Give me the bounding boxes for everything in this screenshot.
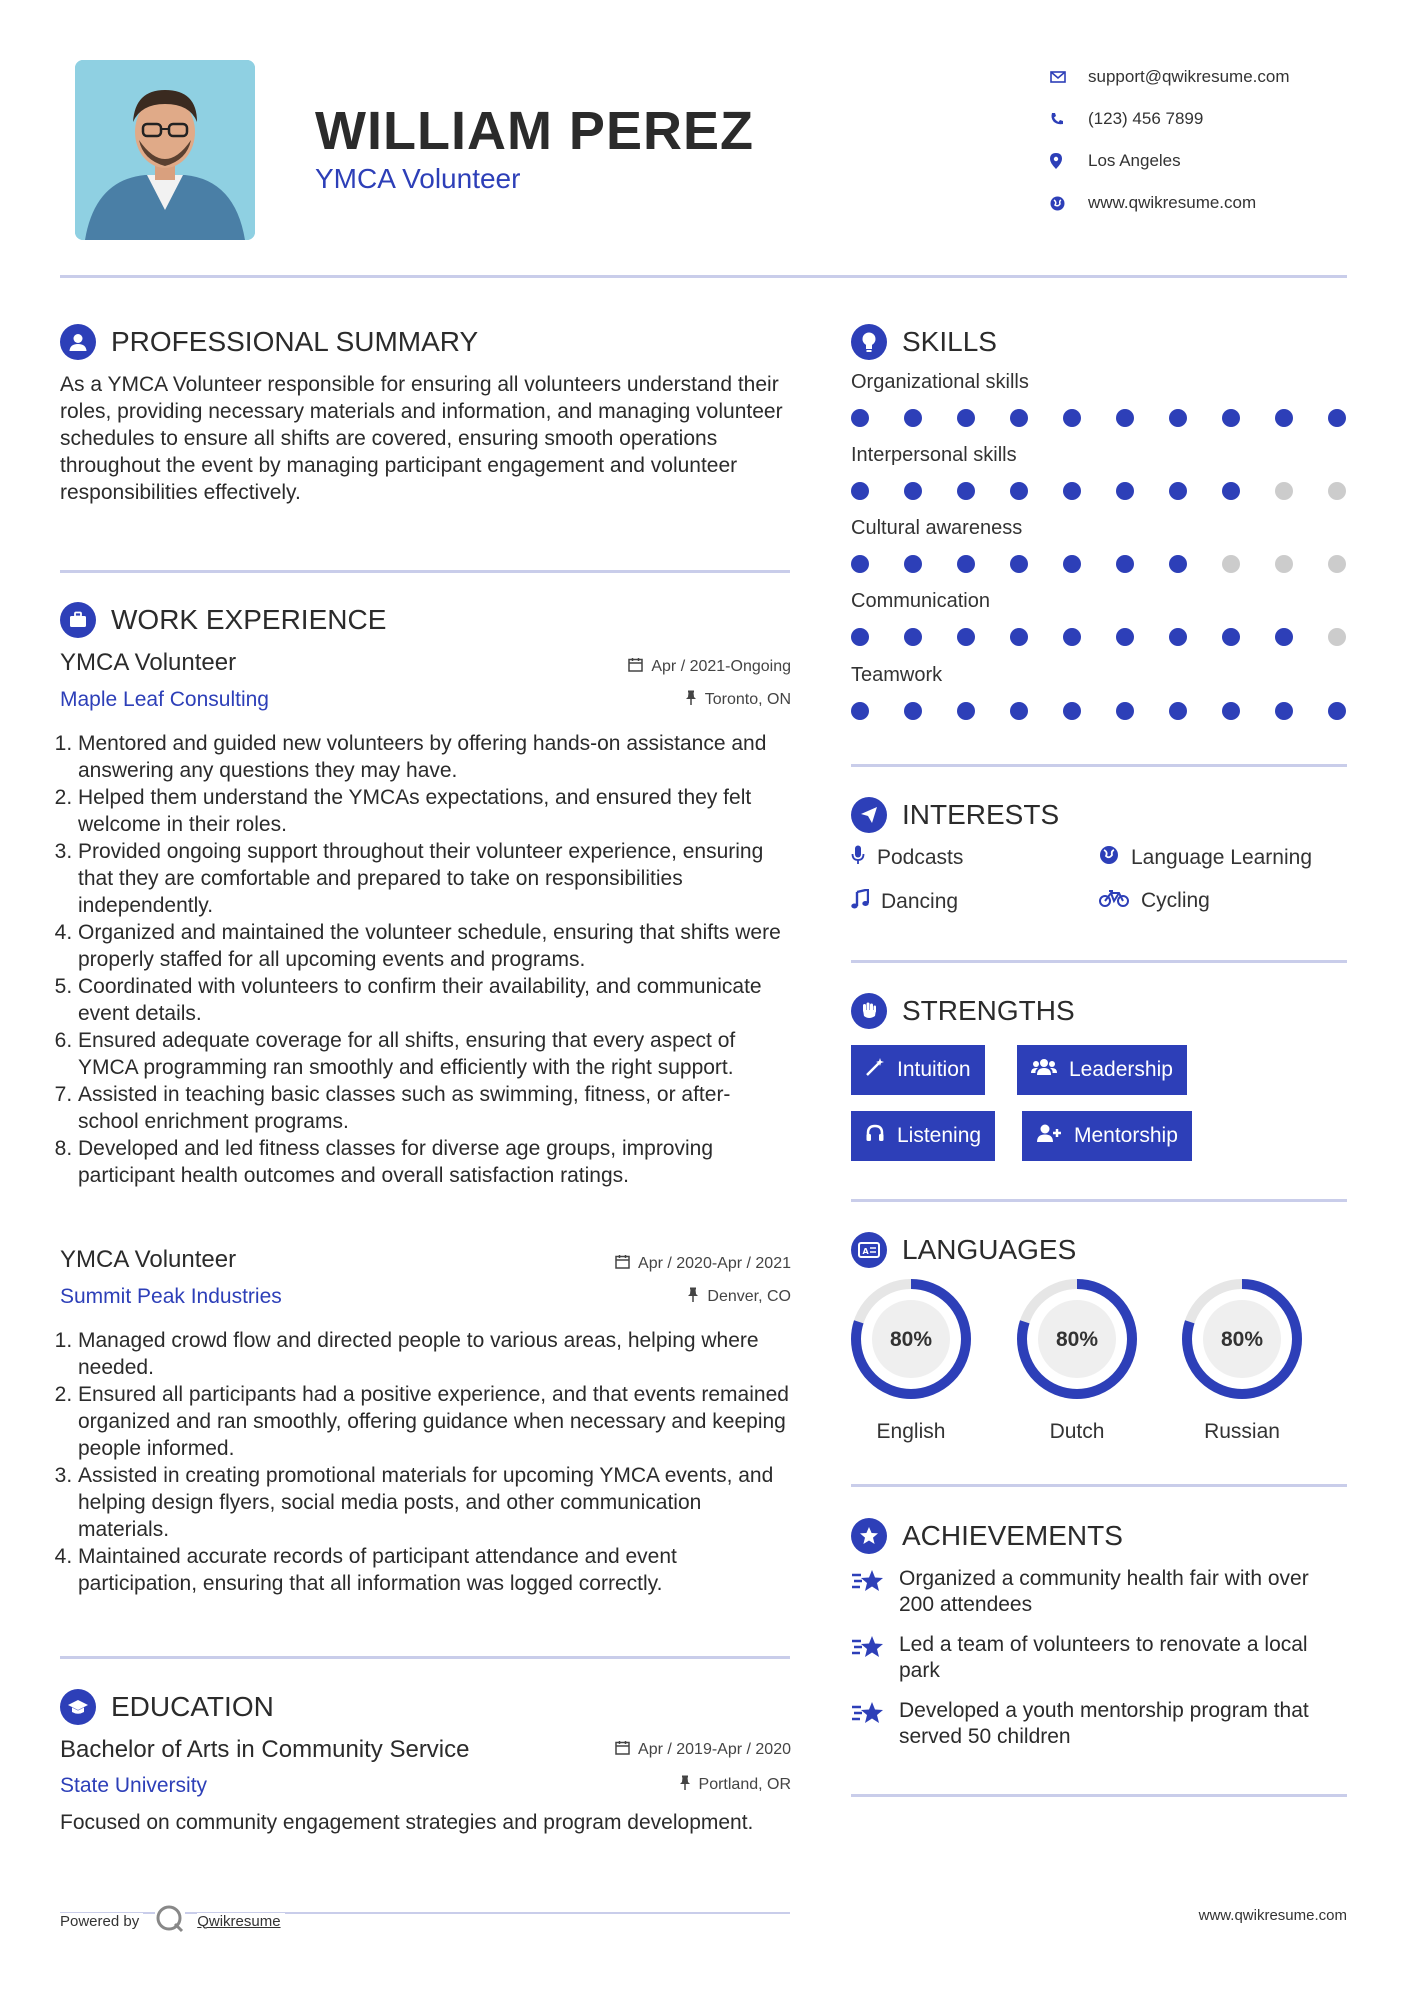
graduation-cap-icon <box>60 1689 96 1725</box>
skill-dot-filled <box>957 628 975 646</box>
achievement-item <box>851 1566 1331 1618</box>
work-divider <box>60 1656 790 1659</box>
user-icon <box>60 324 96 360</box>
job-2-company: Summit Peak Industries <box>60 1285 282 1308</box>
list-item: 1. Managed crowd flow and directed people to various areas, helping where needed. <box>78 1327 790 1381</box>
summary-text: As a YMCA Volunteer responsible for ensuring all volunteers understand their roles, providing necessary materials and information, and managing volunteer schedules to ensure all shifts are covered, ensuring smooth operations throughout the event by managing participant engagement and volunteer responsibilities effectively. <box>60 373 783 504</box>
skill-dot-filled <box>1010 628 1028 646</box>
list-item: 4. Maintained accurate records of participant attendance and event participation, ensuring that all information was logged correctly. <box>78 1543 790 1597</box>
skill-dot-filled <box>851 555 869 573</box>
calendar-icon <box>628 657 643 677</box>
skill-dot-filled <box>1328 409 1346 427</box>
languages-heading-text: LANGUAGES <box>902 1234 1077 1265</box>
interest-label: Cycling <box>1141 889 1210 912</box>
skill-dot-filled <box>1063 482 1081 500</box>
language-progress-ring <box>1015 1277 1139 1401</box>
candidate-role: YMCA Volunteer <box>315 163 521 194</box>
skills-divider <box>851 764 1347 767</box>
skill-dot-empty <box>1275 555 1293 573</box>
qwikresume-logo-icon <box>155 1904 185 1938</box>
summary-heading-text: PROFESSIONAL SUMMARY <box>111 326 479 357</box>
skill-3-rating <box>851 555 1346 575</box>
strength-label: Listening <box>897 1124 982 1147</box>
skill-dot-filled <box>904 628 922 646</box>
skill-dot-filled <box>957 555 975 573</box>
phone-icon <box>1050 112 1088 126</box>
work-heading <box>60 602 386 638</box>
calendar-icon <box>615 1740 630 1760</box>
skill-5-rating <box>851 702 1346 722</box>
skill-dot-filled <box>1010 409 1028 427</box>
education-dates-text: Apr / 2019-Apr / 2020 <box>638 1741 791 1758</box>
interest-label: Dancing <box>881 890 959 913</box>
job-2-bullets <box>50 1327 790 1597</box>
skill-dot-filled <box>1063 628 1081 646</box>
language-progress-ring <box>849 1277 973 1401</box>
skill-dot-filled <box>1169 702 1187 720</box>
strengths-divider <box>851 1199 1347 1202</box>
interests-heading <box>851 797 1059 833</box>
language-dutch <box>1015 1277 1139 1444</box>
svg-text:A: A <box>862 1247 869 1256</box>
calendar-icon <box>615 1254 630 1274</box>
language-name: English <box>876 1420 946 1443</box>
interest-language-learning <box>1099 845 1312 871</box>
language-english <box>849 1277 973 1444</box>
person-portrait-image <box>75 60 255 240</box>
skill-dot-filled <box>1328 702 1346 720</box>
star-badge-icon <box>851 1518 887 1554</box>
skill-dot-filled <box>1275 702 1293 720</box>
skill-2-label: Interpersonal skills <box>851 444 1017 466</box>
job-1-location-text: Toronto, ON <box>704 691 791 708</box>
contact-location-text: Los Angeles <box>1088 151 1181 170</box>
skill-dot-filled <box>1063 409 1081 427</box>
job-1-dates <box>628 657 791 677</box>
shooting-star-icon <box>851 1634 895 1684</box>
education-degree: Bachelor of Arts in Community Service <box>60 1736 470 1763</box>
contact-email[interactable] <box>1050 56 1290 98</box>
contact-phone-text: (123) 456 7899 <box>1088 109 1204 128</box>
strength-badge-mentorship <box>1022 1111 1192 1161</box>
user-plus-icon <box>1036 1123 1062 1149</box>
list-item: 2. Helped them understand the YMCAs expectations, and ensured they felt welcome in their roles. <box>78 784 790 838</box>
pushpin-icon <box>687 1287 699 1307</box>
list-item: 3. Provided ongoing support throughout their volunteer experience, ensuring that they are comfortable and prepared to take on responsibilities independently. <box>78 838 790 919</box>
profile-photo <box>75 60 255 240</box>
qwikresume-link[interactable]: Qwikresume <box>197 1913 284 1930</box>
job-1-company: Maple Leaf Consulting <box>60 688 269 711</box>
envelope-icon <box>1050 71 1088 83</box>
skill-dot-filled <box>957 409 975 427</box>
achievements-heading <box>851 1518 1123 1554</box>
language-card-icon <box>851 1232 887 1268</box>
skill-dot-filled <box>904 555 922 573</box>
language-name: Dutch <box>1049 1420 1105 1443</box>
contact-website[interactable] <box>1050 182 1290 224</box>
candidate-name: WILLIAM PEREZ <box>315 101 754 161</box>
list-item: 4. Organized and maintained the volunteer schedule, ensuring that shifts were properly staffed for all upcoming events and programs. <box>78 919 790 973</box>
shooting-star-icon <box>851 1568 895 1618</box>
language-name: Russian <box>1204 1420 1280 1443</box>
skill-dot-filled <box>1169 555 1187 573</box>
bicycle-icon <box>1099 889 1129 913</box>
skill-5-label: Teamwork <box>851 664 943 686</box>
skill-dot-filled <box>1010 482 1028 500</box>
achievements-heading-text: ACHIEVEMENTS <box>902 1520 1123 1551</box>
shooting-star-icon <box>851 1700 895 1750</box>
skill-dot-filled <box>851 409 869 427</box>
contact-list <box>1050 56 1290 224</box>
skill-dot-filled <box>1010 702 1028 720</box>
skill-dot-empty <box>1328 555 1346 573</box>
language-russian <box>1180 1277 1304 1444</box>
strength-badge-intuition <box>851 1045 985 1095</box>
achievement-item <box>851 1698 1331 1750</box>
list-item: 6. Ensured adequate coverage for all shifts, ensuring that every aspect of YMCA programming ran smoothly and efficiently with the right support. <box>78 1027 790 1081</box>
skill-dot-filled <box>1169 482 1187 500</box>
skill-dot-filled <box>904 482 922 500</box>
job-2-title: YMCA Volunteer <box>60 1246 237 1273</box>
language-percent: 80% <box>1220 1328 1264 1351</box>
education-location-text: Portland, OR <box>698 1776 791 1793</box>
language-progress-ring <box>1180 1277 1304 1401</box>
list-item: 8. Developed and led fitness classes for diverse age groups, improving participant health outcomes and overall satisfaction ratings. <box>78 1135 790 1189</box>
skill-dot-filled <box>1063 702 1081 720</box>
education-heading <box>60 1689 274 1725</box>
education-dates <box>615 1740 791 1760</box>
skill-dot-filled <box>851 628 869 646</box>
job-1-dates-text: Apr / 2021-Ongoing <box>651 658 791 675</box>
skill-dot-filled <box>1010 555 1028 573</box>
pushpin-icon <box>685 690 697 710</box>
language-percent: 80% <box>889 1328 933 1351</box>
skill-dot-filled <box>957 482 975 500</box>
skill-dot-filled <box>1222 482 1240 500</box>
strengths-heading-text: STRENGTHS <box>902 995 1075 1026</box>
skill-1-label: Organizational skills <box>851 371 1029 393</box>
skill-dot-filled <box>851 482 869 500</box>
footer-website[interactable]: www.qwikresume.com <box>1198 1907 1347 1924</box>
skill-dot-filled <box>1222 409 1240 427</box>
languages-divider <box>851 1484 1347 1487</box>
summary-divider <box>60 570 790 573</box>
interest-cycling <box>1099 889 1210 913</box>
summary-heading <box>60 324 478 360</box>
music-note-icon <box>851 889 869 915</box>
skill-dot-filled <box>1275 409 1293 427</box>
list-item: 1. Mentored and guided new volunteers by offering hands-on assistance and answering any questions they may have. <box>78 730 790 784</box>
lightbulb-icon <box>851 324 887 360</box>
map-pin-icon <box>1050 153 1088 169</box>
achievement-text: Led a team of volunteers to renovate a local park <box>899 1633 1308 1682</box>
job-1-bullets <box>50 730 790 1189</box>
job-2-dates-text: Apr / 2020-Apr / 2021 <box>638 1255 791 1272</box>
skill-4-label: Communication <box>851 590 990 612</box>
education-location <box>679 1775 791 1795</box>
skill-1-rating <box>851 409 1346 429</box>
job-2-location <box>687 1287 791 1307</box>
pushpin-icon <box>679 1775 691 1795</box>
education-school: State University <box>60 1774 208 1797</box>
skills-heading <box>851 324 997 360</box>
interest-label: Podcasts <box>877 846 964 869</box>
skill-dot-filled <box>957 702 975 720</box>
skill-dot-filled <box>1116 555 1134 573</box>
microphone-icon <box>851 845 865 871</box>
strengths-heading <box>851 993 1075 1029</box>
achievement-text: Organized a community health fair with over 200 attendees <box>899 1567 1309 1616</box>
job-2-dates <box>615 1254 791 1274</box>
skill-dot-filled <box>1063 555 1081 573</box>
list-item: 7. Assisted in teaching basic classes such as swimming, fitness, or after-school enrichment programs. <box>78 1081 790 1135</box>
paper-plane-icon <box>851 797 887 833</box>
interest-label: Language Learning <box>1131 846 1313 869</box>
skill-dot-filled <box>1169 409 1187 427</box>
work-heading-text: WORK EXPERIENCE <box>111 604 387 635</box>
education-heading-text: EDUCATION <box>111 1691 274 1722</box>
skills-heading-text: SKILLS <box>902 326 997 357</box>
skill-dot-filled <box>1275 628 1293 646</box>
powered-by-label: Powered by <box>60 1913 143 1930</box>
job-1-location <box>685 690 791 710</box>
skill-dot-filled <box>1222 628 1240 646</box>
interest-dancing <box>851 889 958 915</box>
strength-label: Mentorship <box>1074 1124 1178 1147</box>
skill-4-rating <box>851 628 1346 648</box>
skill-dot-filled <box>1222 702 1240 720</box>
globe-icon <box>1050 196 1088 211</box>
footer-powered-by <box>60 1904 285 1938</box>
raised-fist-icon <box>851 993 887 1029</box>
skill-3-label: Cultural awareness <box>851 517 1023 539</box>
list-item: 3. Assisted in creating promotional materials for upcoming YMCA events, and helping design flyers, social media posts, and other communication materials. <box>78 1462 790 1543</box>
job-2-location-text: Denver, CO <box>707 1288 791 1305</box>
interest-podcasts <box>851 845 963 871</box>
achievements-divider <box>851 1794 1347 1797</box>
list-item: 5. Coordinated with volunteers to confirm their availability, and communicate event details. <box>78 973 790 1027</box>
interests-heading-text: INTERESTS <box>902 799 1060 830</box>
strength-label: Leadership <box>1069 1058 1173 1081</box>
contact-email-text: support@qwikresume.com <box>1088 67 1290 86</box>
magic-wand-icon <box>865 1057 885 1083</box>
skill-dot-filled <box>1169 628 1187 646</box>
skill-dot-filled <box>1116 702 1134 720</box>
achievement-text: Developed a youth mentorship program that served 50 children <box>899 1699 1309 1748</box>
language-percent: 80% <box>1055 1328 1099 1351</box>
strength-badge-leadership <box>1017 1045 1187 1095</box>
skill-dot-empty <box>1328 628 1346 646</box>
globe-icon <box>1099 845 1119 871</box>
headphones-icon <box>865 1123 885 1149</box>
languages-heading <box>851 1232 1076 1268</box>
skill-dot-filled <box>904 702 922 720</box>
skill-dot-empty <box>1275 482 1293 500</box>
strength-badge-listening <box>851 1111 995 1161</box>
job-1-title: YMCA Volunteer <box>60 649 237 676</box>
briefcase-icon <box>60 602 96 638</box>
skill-dot-filled <box>851 702 869 720</box>
users-icon <box>1031 1057 1057 1083</box>
skill-dot-filled <box>1116 482 1134 500</box>
skill-2-rating <box>851 482 1346 502</box>
skill-dot-empty <box>1328 482 1346 500</box>
list-item: 2. Ensured all participants had a positive experience, and that events remained organized and ran smoothly, offering guidance when necessary and keeping people informed. <box>78 1381 790 1462</box>
contact-phone[interactable] <box>1050 98 1290 140</box>
skill-dot-filled <box>904 409 922 427</box>
skill-dot-filled <box>1116 409 1134 427</box>
achievement-item <box>851 1632 1331 1684</box>
contact-location <box>1050 140 1290 182</box>
skill-dot-filled <box>1116 628 1134 646</box>
header-divider <box>60 275 1347 278</box>
contact-website-text: www.qwikresume.com <box>1088 193 1257 212</box>
strength-label: Intuition <box>897 1058 971 1081</box>
interests-divider <box>851 960 1347 963</box>
skill-dot-empty <box>1222 555 1240 573</box>
education-description: Focused on community engagement strategies and program development. <box>60 1811 754 1834</box>
